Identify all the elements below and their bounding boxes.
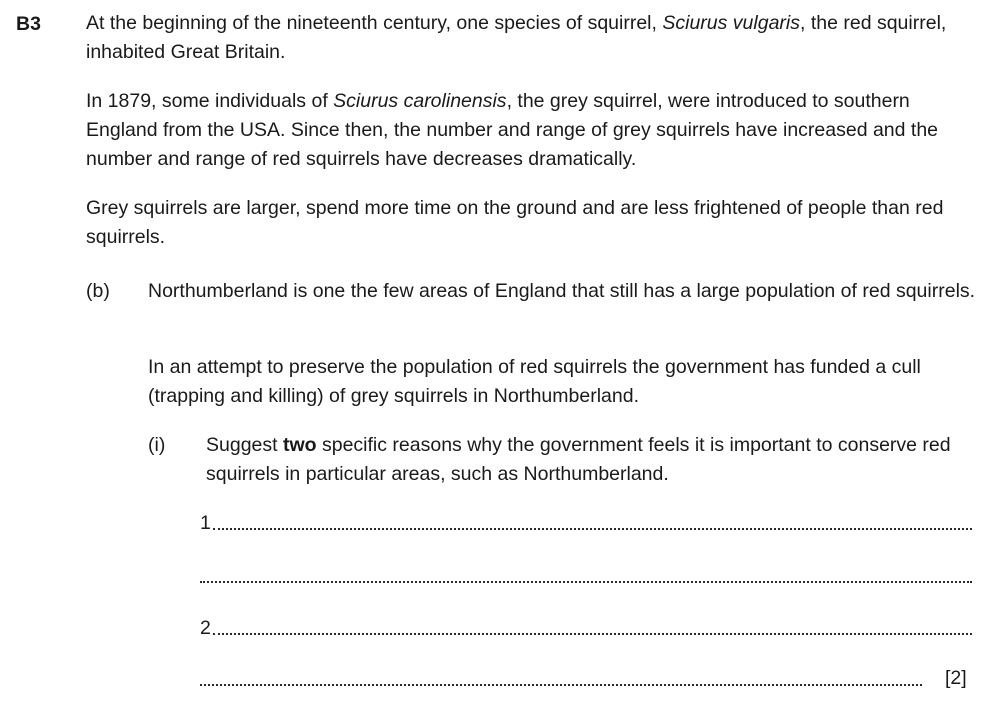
sub-i-after: specific reasons why the government feels it is important to conserve red squirrels in particular areas, such as Northumberland. (206, 434, 951, 485)
intro-paragraph-1 (86, 9, 986, 67)
species-name-red: Sciurus vulgaris (662, 12, 800, 34)
answer-line-2-continued[interactable] (200, 668, 922, 690)
marks-allocation: [2] (945, 667, 967, 689)
sub-question-i-text (206, 431, 976, 489)
species-name-grey: Sciurus carolinensis (333, 90, 507, 112)
dotted-line (200, 581, 972, 583)
answer-line-2[interactable] (200, 617, 972, 639)
sub-question-i-label: (i) (148, 434, 166, 456)
answer-number-2: 2 (200, 617, 211, 639)
intro-2-before: In 1879, some individuals of (86, 90, 334, 112)
dotted-line (213, 528, 972, 530)
answer-line-1[interactable] (200, 512, 972, 534)
sub-i-emphasis: two (282, 434, 317, 456)
answer-number-1: 1 (200, 512, 211, 534)
answer-line-1-continued[interactable] (200, 565, 972, 587)
part-b-paragraph-1: Northumberland is one the few areas of England that still has a large population of red squirrels. (148, 280, 976, 302)
intro-1-after: , the red squirrel, inhabited Great Britain. (86, 12, 947, 63)
part-b-paragraph-2: In an attempt to preserve the population of red squirrels the government has funded a cull (trapping and killing) of grey squirrels in Northumberland. (148, 356, 921, 407)
intro-1-before: At the beginning of the nineteenth century, one species of squirrel, (86, 12, 663, 34)
intro-paragraph-2 (86, 87, 986, 174)
sub-i-before: Suggest (206, 434, 283, 456)
intro-2-after: , the grey squirrel, were introduced to southern England from the USA. Since then, the number and range of grey squirrels have increased and the number and range of red squirrels have decreases dramatically. (86, 90, 939, 170)
dotted-line (213, 633, 972, 635)
part-b-label: (b) (86, 280, 110, 302)
intro-paragraph-3: Grey squirrels are larger, spend more time on the ground and are less frightened of people than red squirrels. (86, 197, 944, 248)
question-number: B3 (16, 13, 41, 35)
dotted-line (200, 684, 922, 686)
